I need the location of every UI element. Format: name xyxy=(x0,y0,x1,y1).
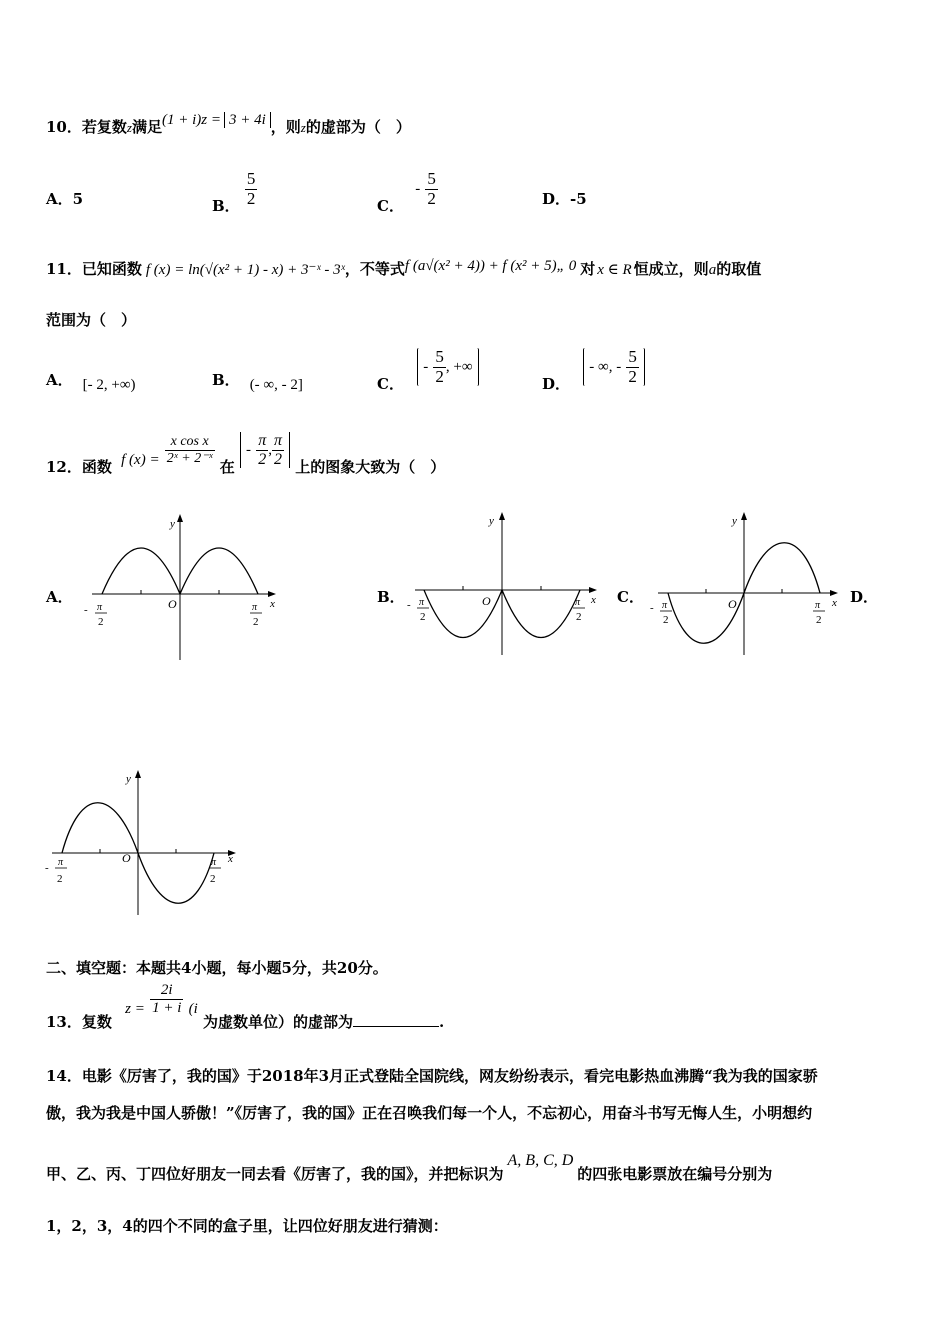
q11-option-c[interactable]: C． - $\frac{5}{2}$ , +∞ xyxy=(377,348,479,386)
svg-text:π: π xyxy=(575,597,581,608)
svg-text:π: π xyxy=(419,597,425,608)
q12-number: 12． xyxy=(46,458,82,477)
q12-option-d-label[interactable]: D． xyxy=(850,588,879,606)
q12-graph-c xyxy=(648,510,848,660)
svg-text:x: x xyxy=(270,598,275,610)
q11-number: 11． xyxy=(46,260,82,278)
q12-stem: 12．函数 f (x) = $\frac{\text{x cos x}}{\text{2ˣ + 2⁻ˣ}}$ 在 - $\frac{\pi}{2}$ , $\frac{\pi}{2}$ 上的图象大致为（ ） xyxy=(46,432,446,477)
q11-stem-line2: 范围为（ ） xyxy=(46,311,137,329)
q14-line-2: 傲，我为我是中国人骄傲！”《厉害了，我的国》正在召唤我们每一个人，不忘初心，用奋斗书写无悔人生，小明想约 xyxy=(46,1104,813,1122)
svg-text:π: π xyxy=(97,602,103,613)
q14-line-3: 甲、乙、丙、丁四位好朋友一同去看《厉害了，我的国》，并把标识为A, B, C, D的四张电影票放在编号分别为 xyxy=(46,1152,773,1183)
q12-graph-d xyxy=(44,768,249,918)
svg-text:2: 2 xyxy=(98,616,104,628)
svg-text:-: - xyxy=(84,604,88,616)
svg-text:y: y xyxy=(170,518,175,530)
svg-text:y: y xyxy=(489,515,494,527)
q10-stem: 10．若复数z满足(1 + i)z = 3 + 4i ，则z的虚部为（ ） xyxy=(46,112,411,136)
q12-option-a-label[interactable]: A． xyxy=(46,588,73,606)
q12-option-c-label[interactable]: C． xyxy=(617,588,644,606)
svg-text:π: π xyxy=(252,602,258,613)
q13-answer-blank[interactable] xyxy=(353,1014,439,1027)
svg-text:π: π xyxy=(662,600,668,611)
q10-option-d[interactable]: D．-5 xyxy=(542,190,587,208)
svg-text:2: 2 xyxy=(253,616,259,628)
section-2-heading: 二、填空题：本题共4小题，每小题5分，共20分。 xyxy=(46,959,388,977)
svg-text:-: - xyxy=(45,862,49,874)
q10-option-c[interactable]: C． - $\frac{5}{2}$ xyxy=(377,169,436,216)
q13-stem: 13．复数 z = $\frac{2i}{1 + i}$ (i 为虚数单位）的虚部为 . xyxy=(46,982,445,1031)
svg-text:O: O xyxy=(728,597,737,611)
q14-line-4: 1，2，3，4的四个不同的盒子里，让四位好朋友进行猜测： xyxy=(46,1217,448,1235)
svg-text:O: O xyxy=(122,851,131,865)
svg-text:2: 2 xyxy=(576,611,582,623)
q12-option-b-label[interactable]: B． xyxy=(377,588,405,606)
q10-option-a[interactable]: A．5 xyxy=(46,190,84,208)
svg-text:y: y xyxy=(732,515,737,527)
svg-text:π: π xyxy=(211,857,217,868)
q11-option-a[interactable]: A． [- 2, +∞) xyxy=(46,371,136,393)
svg-text:y: y xyxy=(126,773,131,785)
svg-text:2: 2 xyxy=(816,614,822,626)
q13-number: 13． xyxy=(46,1013,82,1031)
svg-text:O: O xyxy=(168,597,177,611)
svg-text:x: x xyxy=(832,597,837,609)
svg-text:x: x xyxy=(591,594,596,606)
svg-text:π: π xyxy=(58,857,64,868)
svg-text:2: 2 xyxy=(57,873,63,885)
q10-number: 10． xyxy=(46,118,82,136)
svg-text:-: - xyxy=(650,602,654,614)
q10-option-b[interactable]: B． $\frac{5}{2}$ xyxy=(212,169,256,216)
q11-option-b[interactable]: B． (- ∞, - 2] xyxy=(212,371,303,393)
svg-text:O: O xyxy=(482,594,491,608)
q12-graph-a xyxy=(80,510,290,665)
svg-text:2: 2 xyxy=(663,614,669,626)
q11-stem: 11．已知函数 f (x) = ln(√(x² + 1) - x) + 3⁻ˣ - 3ˣ，不等式f (a√(x² + 4)) + f (x² + 5)„ 0 对 x ∈ R 恒成立，则a的取值 xyxy=(46,258,762,278)
q11-option-d[interactable]: D． - ∞, - $\frac{5}{2}$ xyxy=(542,348,645,386)
svg-text:x: x xyxy=(228,853,233,865)
q14-line-1: 14．电影《厉害了，我的国》于2018年3月正式登陆全国院线，网友纷纷表示，看完电影热血沸腾“我为我的国家骄 xyxy=(46,1067,818,1085)
svg-text:2: 2 xyxy=(420,611,426,623)
svg-text:-: - xyxy=(407,599,411,611)
svg-text:2: 2 xyxy=(210,873,216,885)
svg-text:π: π xyxy=(815,600,821,611)
q12-graph-b xyxy=(405,510,610,660)
